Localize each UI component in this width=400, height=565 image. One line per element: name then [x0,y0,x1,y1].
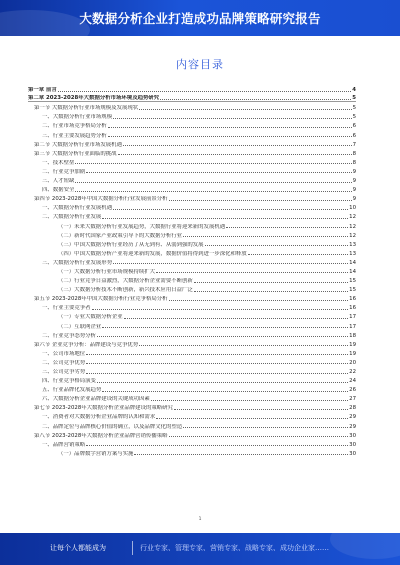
toc-leader-dots [151,400,348,401]
toc-leader-dots [75,163,351,164]
toc-entry-page: 14 [349,268,356,275]
toc-entry-page: 5 [352,105,356,112]
toc-entry-page: 17 [349,323,356,330]
toc-entry[interactable] [28,348,356,357]
header-banner [0,0,400,36]
toc-entry[interactable] [28,148,356,157]
toc-leader-dots [160,99,351,100]
toc-leader-dots [102,218,348,219]
footer-banner [0,533,400,565]
toc-entry-page: 29 [349,423,356,430]
toc-entry-label: 二、行业市场竞争格局分析 [42,123,107,130]
toc-leader-dots [113,209,348,210]
toc-entry[interactable] [28,102,356,111]
toc-entry-label: 第四节 2023-2028年中国大数据分析行业发展前景分析 [34,196,168,203]
table-of-contents [28,84,356,457]
toc-entry-page: 9 [352,187,356,194]
toc-entry[interactable] [28,257,356,266]
toc-entry-page: 9 [352,178,356,185]
toc-entry-label: 第五节 2023-2028年中国大数据分析行业竞争格局分析 [34,296,168,303]
toc-entry-page: 15 [349,287,356,294]
footer-decoration [330,519,400,559]
toc-entry-label: （三）大数据分析技术不断创新，新兴技术应用日益广泛 [58,287,193,294]
toc-entry[interactable] [28,157,356,166]
toc-entry-page: 19 [349,341,356,348]
toc-entry-page: 9 [352,168,356,175]
toc-entry-label: 第八节 2023-2028年大数据分析企业品牌营销传播策略 [34,432,168,439]
footer-divider [132,541,133,555]
toc-entry[interactable] [28,266,356,275]
toc-entry-label: 第三节 大数据分析行业面临的挑战 [34,150,117,157]
toc-entry-page: 14 [349,259,356,266]
toc-entry-label: 第六节 企业竞争分析：品牌建设与竞争优势 [34,341,139,348]
toc-entry[interactable] [28,393,356,402]
toc-entry[interactable] [28,420,356,429]
toc-entry-label: 五、行业品牌化发展趋势 [42,387,102,394]
toc-entry[interactable] [28,375,356,384]
toc-entry[interactable] [28,230,356,239]
toc-leader-dots [169,200,352,201]
toc-entry-label: （二）新时代国家产业政策引导下的大数据分析行业 [58,232,182,239]
toc-leader-dots [134,454,348,455]
footer-slogan: 让每个人都能成为 [50,544,106,552]
toc-entry[interactable] [28,339,356,348]
toc-leader-dots [205,245,349,246]
toc-entry-label: （二）行业竞争日益激烈，大数据分析企业需要不断创新 [58,278,193,285]
toc-leader-dots [113,263,348,264]
toc-entry-page: 12 [349,232,356,239]
toc-entry-label: 一、品牌营销策略 [42,441,86,448]
toc-entry-page: 13 [349,250,356,257]
toc-entry-label: 六、大数据分析企业品牌建设的关键成功因素 [42,396,150,403]
toc-leader-dots [75,182,351,183]
toc-entry[interactable] [28,430,356,439]
toc-entry[interactable] [28,184,356,193]
toc-entry-label: 二、行业竞争态势分析 [42,332,96,339]
toc-entry-page: 6 [352,132,356,139]
toc-entry[interactable] [28,293,356,302]
toc-entry-label: 一、技术壁垒 [42,159,75,166]
toc-entry[interactable] [28,366,356,375]
toc-entry-label: （三）中国大数据分析行业经历了从无到有、从弱到强的发展 [58,241,204,248]
toc-entry[interactable] [28,220,356,229]
toc-entry-page: 5 [352,114,356,121]
toc-entry-label: 第二章 2023-2028年大数据分析市场环境及趋势研究 [28,95,160,102]
toc-entry-label: 二、大数据分析行业发展 [42,214,102,221]
toc-entry[interactable] [28,384,356,393]
toc-entry[interactable] [28,166,356,175]
toc-entry[interactable] [28,275,356,284]
toc-entry-page: 6 [352,123,356,130]
toc-entry[interactable] [28,411,356,420]
toc-leader-dots [58,91,351,92]
toc-entry-label: （一）未来大数据分析行业发展趋势，大数据行业将迎来新的发展机遇 [58,223,226,230]
toc-leader-dots [169,436,349,437]
toc-entry-label: 二、公司竞争优势 [42,359,86,366]
toc-entry[interactable] [28,129,356,138]
toc-entry-label: 第二节 大数据分析行业市场发展机遇 [34,141,122,148]
toc-entry[interactable] [28,193,356,202]
toc-leader-dots [248,254,348,255]
toc-leader-dots [86,363,348,364]
toc-leader-dots [156,272,348,273]
toc-leader-dots [86,354,348,355]
report-title: 大数据分析企业打造成功品牌策略研究报告 [79,11,321,26]
toc-entry-page: 20 [349,359,356,366]
toc-entry[interactable] [28,120,356,129]
toc-entry-label: 第七节 2023-2028年大数据分析企业品牌建设的策略研究 [34,405,173,412]
toc-entry[interactable] [28,239,356,248]
toc-leader-dots [108,136,352,137]
toc-entry-page: 30 [349,450,356,457]
toc-leader-dots [86,172,351,173]
toc-entry-label: 三、公司竞争劣势 [42,369,86,375]
toc-entry-label: （一）大数据分析行业市场规模持续扩大 [58,268,156,275]
toc-entry-page: 30 [349,432,356,439]
page-number: 1 [198,517,202,522]
toc-leader-dots [97,336,348,337]
toc-entry-page: 8 [352,150,356,157]
toc-entry-page: 29 [349,414,356,421]
toc-leader-dots [183,427,348,428]
toc-entry-page: 18 [349,332,356,339]
toc-entry[interactable] [28,302,356,311]
toc-entry-label: 一、公司市场地位 [42,350,86,357]
toc-heading: 内容目录 [176,58,224,71]
toc-leader-dots [86,373,348,374]
toc-entry[interactable] [28,311,356,320]
toc-entry-label: 三、大数据分析行业发展形势 [42,259,113,266]
toc-entry[interactable] [28,202,356,211]
toc-leader-dots [226,227,348,228]
toc-entry-label: （一）品牌数字营销方案与实施 [58,450,134,457]
toc-leader-dots [97,382,348,383]
footer-services: 行业专家、管理专家、营销专家、战略专家、成功企业家…… [140,544,329,552]
toc-entry[interactable] [28,211,356,220]
toc-entry[interactable] [28,175,356,184]
toc-entry-label: （一）专业大数据分析企业 [58,314,123,321]
toc-entry[interactable] [28,448,356,457]
toc-leader-dots [102,391,348,392]
toc-entry-page: 24 [349,378,356,385]
toc-entry-page: 12 [349,223,356,230]
toc-entry-label: 一、大数据分析行业市场规模 [42,114,113,121]
toc-entry-page: 15 [349,278,356,285]
toc-entry-page: 22 [349,369,356,375]
toc-leader-dots [183,236,348,237]
toc-leader-dots [139,109,351,110]
toc-leader-dots [123,145,352,146]
toc-entry-label: 三、行业主要发展趋势分析 [42,132,107,139]
toc-entry-page: 16 [349,296,356,303]
toc-entry[interactable] [28,357,356,366]
toc-entry-page: 7 [352,141,356,148]
toc-leader-dots [92,309,349,310]
toc-entry-page: 19 [349,350,356,357]
toc-entry-label: 第一节 大数据分析行业市场规模及发展现状 [34,105,139,112]
toc-entry[interactable] [28,402,356,411]
toc-entry-label: （二）互联网企业 [58,323,102,330]
toc-entry-label: 四、行业竞争格局演变 [42,378,96,385]
toc-entry[interactable] [28,320,356,329]
toc-leader-dots [194,291,348,292]
toc-entry[interactable] [28,93,356,102]
toc-entry-page: 12 [349,214,356,221]
toc-entry[interactable] [28,84,356,93]
toc-leader-dots [124,318,348,319]
toc-entry-page: 4 [352,87,356,94]
toc-entry[interactable] [28,111,356,120]
toc-entry-page: 5 [352,95,356,102]
toc-entry-page: 8 [352,159,356,166]
toc-entry-page: 30 [349,441,356,448]
toc-entry-page: 16 [349,305,356,312]
toc-leader-dots [194,282,348,283]
toc-entry[interactable] [28,139,356,148]
toc-entry-page: 13 [349,241,356,248]
toc-entry-label: 一、消费者对大数据分析企业品牌的认知和需求 [42,414,156,421]
toc-entry-label: 四、数据安全 [42,187,75,194]
toc-entry[interactable] [28,248,356,257]
toc-leader-dots [174,409,348,410]
toc-entry-page: 10 [349,205,356,212]
toc-entry[interactable] [28,284,356,293]
toc-entry-page: 28 [349,405,356,412]
toc-entry-page: 17 [349,314,356,321]
toc-entry-label: 一、行业主要竞争者 [42,305,91,312]
toc-leader-dots [118,154,352,155]
toc-entry-label: 一、大数据分析行业发展机遇 [42,205,113,212]
toc-leader-dots [113,118,351,119]
toc-entry-label: 二、行业竞争加剧 [42,168,86,175]
toc-entry-label: 第一章 前言 [28,87,57,94]
toc-entry-label: 二、品牌定位与品牌核心价值的确立，以及品牌文化的塑造 [42,423,183,430]
toc-entry-page: 27 [349,396,356,403]
toc-leader-dots [102,327,348,328]
toc-leader-dots [75,191,351,192]
toc-leader-dots [156,418,348,419]
toc-entry-label: （四）中国大数据分析产业将迎来新的发展，数据价值将得到进一步深化和释放 [58,250,247,257]
toc-entry[interactable] [28,439,356,448]
toc-entry-label: 三、人才短缺 [42,178,75,185]
toc-entry[interactable] [28,330,356,339]
toc-entry-page: 9 [352,196,356,203]
toc-leader-dots [86,445,348,446]
toc-leader-dots [108,127,352,128]
toc-entry-page: 26 [349,387,356,394]
toc-leader-dots [139,345,348,346]
toc-leader-dots [169,300,349,301]
